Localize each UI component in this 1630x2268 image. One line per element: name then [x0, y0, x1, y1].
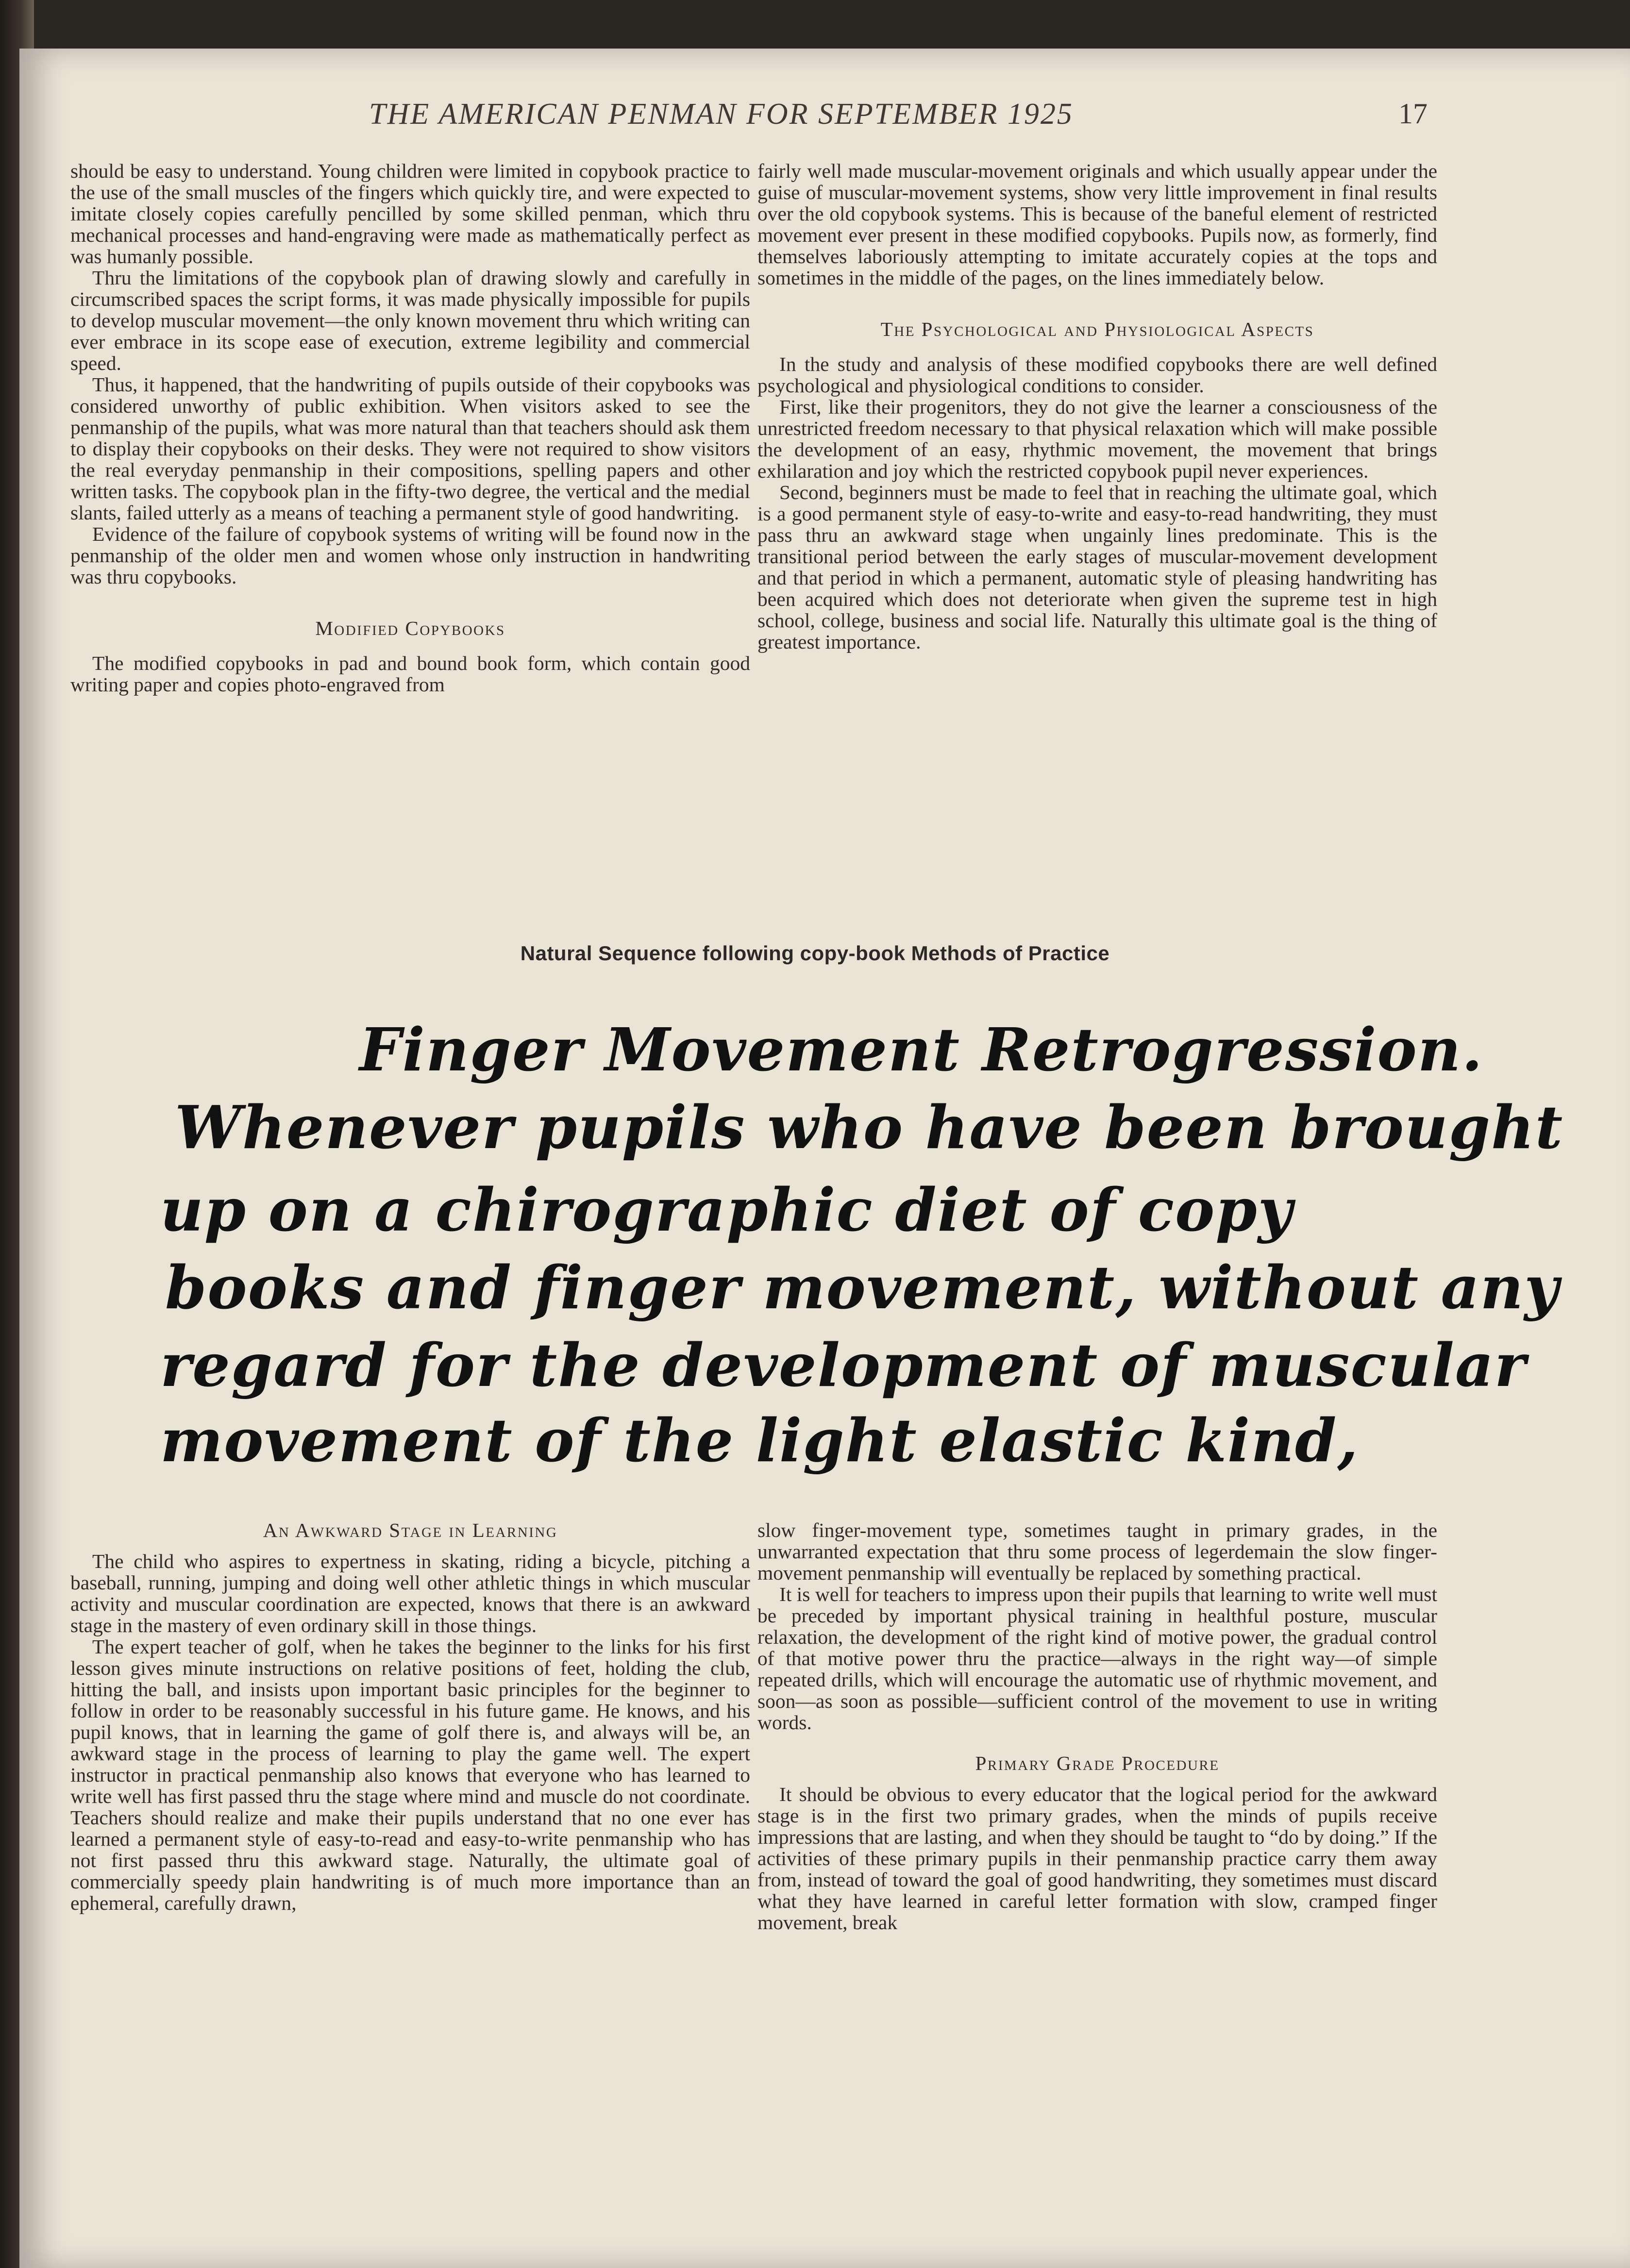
- paragraph: The modified copybooks in pad and bound book form, which contain good writing paper and copies photo-engraved from: [70, 652, 750, 696]
- script-line: movement of the light elastic kind,: [160, 1405, 1359, 1475]
- column-top-left: [70, 160, 750, 695]
- paragraph: The child who aspires to expertness in skating, riding a bicycle, pitching a baseball, running, jumping and doing well other athletic things in which muscular activity and muscular coordination are expected, knows that there is an awkward stage in the mastery of even ordinary skill in those things.: [70, 1550, 750, 1636]
- column-bottom-right: [757, 1519, 1437, 1933]
- paragraph: should be easy to understand. Young children were limited in copybook practice to the use of the small muscles of the fingers which quickly tire, and were expected to imitate closely copies carefully pencilled by some skilled penman, which thru mechanical processes and hand-engraving were made as mathematically perfect as was humanly possible.: [70, 160, 750, 267]
- handwriting-specimen: [160, 1015, 1564, 1476]
- column-top-right: [757, 160, 1437, 652]
- column-bottom-left: [70, 1519, 750, 1914]
- script-line: regard for the development of muscular: [160, 1330, 1527, 1400]
- paragraph: Thus, it happened, that the handwriting of pupils outside of their copybooks was considered unworthy of public exhibition. When visitors asked to see the penmanship of the pupils, what was more natural than that teachers should ask them to display their copybooks on their desks. They were not required to show visitors the real everyday penmanship in their compositions, spelling papers and other written tasks. The copybook plan in the fifty-two degree, the vertical and the medial slants, failed utterly as a means of teaching a permanent style of good handwriting.: [70, 373, 750, 524]
- script-line: up on a chirographic diet of copy: [160, 1175, 1294, 1245]
- paragraph: slow finger-movement type, sometimes taught in primary grades, in the unwarranted expectation that thru some process of legerdemain the slow finger-movement penmanship will eventually be replaced by something practical.: [757, 1519, 1437, 1584]
- paragraph: In the study and analysis of these modified copybooks there are well defined psychological and physiological conditions to consider.: [757, 353, 1437, 397]
- script-line: Whenever pupils who have been brought: [175, 1092, 1564, 1162]
- figure-caption: Natural Sequence following copy-book Methods of Practice: [520, 942, 1110, 965]
- paragraph: The expert teacher of golf, when he takes the beginner to the links for his first lesson gives minute instructions on relative positions of feet, holding the club, hitting the ball, and insists upon important basic principles for the beginner to follow in order to be reasonably successful in his future game. He knows, and his pupil knows, that in learning the game of golf there is, and always will be, an awkward stage in the process of learning to play the game well. The expert instructor in practical penmanship also knows that everyone who has learned to write well has first passed thru the stage where mind and muscle do not coordinate. Teachers should realize and make their pupils understand that no one ever has learned a permanent style of easy-to-read and easy-to-write penmanship who has not first passed thru this awkward stage. Naturally, the ultimate goal of commercially speedy plain handwriting is of much more importance than an ephemeral, carefully drawn,: [70, 1635, 750, 1914]
- section-heading-primary-grade: Primary Grade Procedure: [975, 1752, 1220, 1774]
- paragraph: fairly well made muscular-movement originals and which usually appear under the guise of muscular-movement systems, show very little improvement in final results over the old copybook systems. This is because of the baneful element of restricted movement ever present in these modified copybooks. Pupils now, as formerly, find themselves laboriously attempting to imitate accurately copies at the tops and sometimes in the middle of the pages, on the lines immediately below.: [757, 160, 1437, 289]
- script-line: Finger Movement Retrogression.: [359, 1015, 1483, 1084]
- paragraph: Second, beginners must be made to feel that in reaching the ultimate goal, which is a good permanent style of easy-to-write and easy-to-read handwriting, they must pass thru an awkward stage when ungainly lines predominate. This is the transitional period between the early stages of muscular-movement development and that period in which a permanent, automatic style of pleasing handwriting has been acquired which does not deteriorate when given the supreme test in high school, college, business and social life. Naturally this ultimate goal is the thing of greatest importance.: [757, 481, 1437, 653]
- script-line: books and finger movement, without any: [165, 1252, 1560, 1322]
- page-number: 17: [1398, 98, 1428, 130]
- paragraph: It should be obvious to every educator that the logical period for the awkward stage is in the first two primary grades, when the minds of pupils receive impressions that are lasting, and when they should be taught to “do by doing.” If the activities of these primary pupils in their penmanship practice carry them away from, instead of toward the goal of good handwriting, they sometimes must discard what they have learned in careful letter formation with slow, cramped finger movement, break: [757, 1783, 1437, 1934]
- paragraph: It is well for teachers to impress upon their pupils that learning to write well must be preceded by important physical training in healthful posture, muscular relaxation, the development of the right kind of motive power, the gradual control of that motive power thru the practice—always in the right way—of simple repeated drills, which will encourage the automatic use of rhythmic movement, and soon—as soon as possible—sufficient control of the movement to use in writing words.: [757, 1583, 1437, 1734]
- section-heading-psychological-aspects: The Psychological and Physiological Aspects: [880, 318, 1314, 340]
- header-title: THE AMERICAN PENMAN FOR SEPTEMBER 1925: [369, 98, 1074, 131]
- section-heading-modified-copybooks: Modified Copybooks: [315, 617, 505, 639]
- section-heading-awkward-stage: An Awkward Stage in Learning: [263, 1519, 558, 1541]
- paragraph: First, like their progenitors, they do not give the learner a consciousness of the unrestricted freedom necessary to that physical relaxation which will make possible the development of an easy, rhythmic movement, the movement that brings exhilaration and joy which the restricted copybook pupil never experiences.: [757, 396, 1437, 482]
- paragraph: Evidence of the failure of copybook systems of writing will be found now in the penmanship of the older men and women whose only instruction in handwriting was thru copybooks.: [70, 523, 750, 588]
- paragraph: Thru the limitations of the copybook plan of drawing slowly and carefully in circumscribed spaces the script forms, it was made physically impossible for pupils to develop muscular movement—the only known movement thru which writing can ever embrace in its scope ease of execution, extreme legibility and commercial speed.: [70, 267, 750, 374]
- running-header: [369, 97, 1428, 146]
